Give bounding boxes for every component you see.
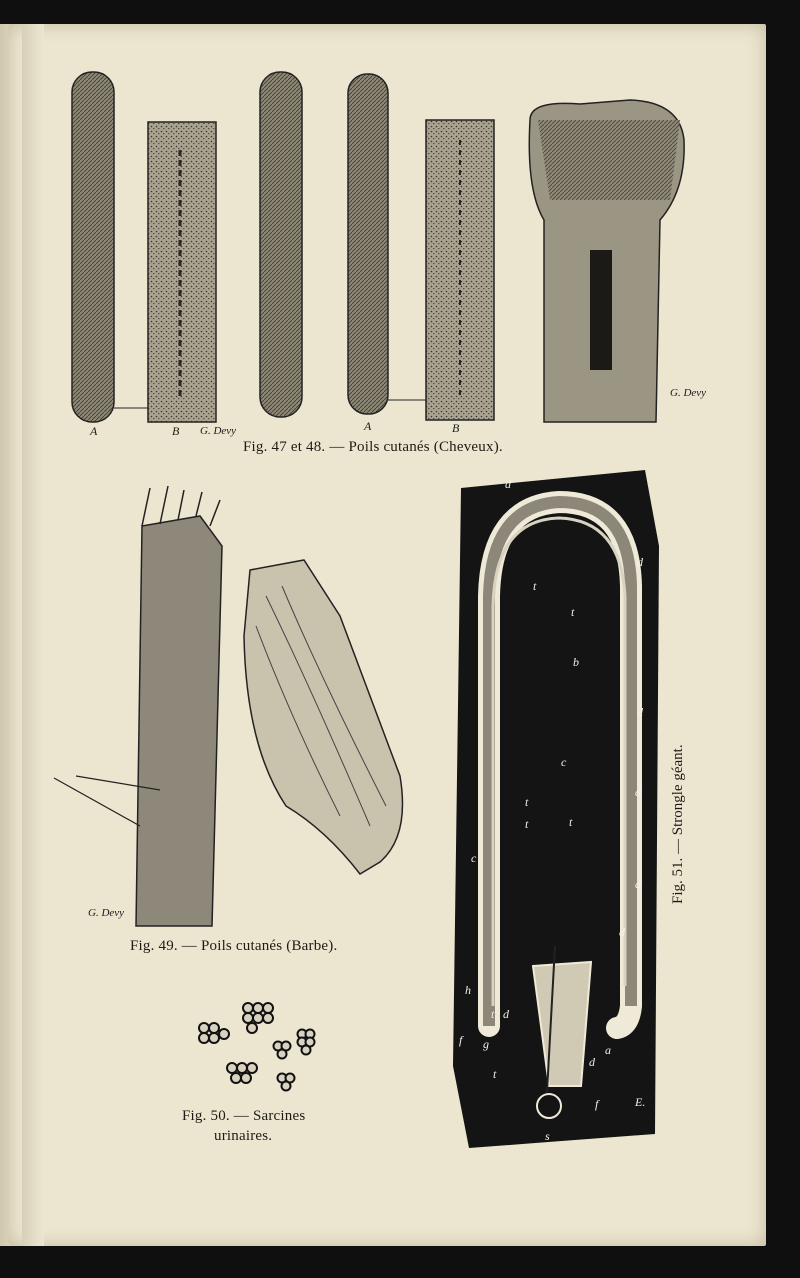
label-a1: A (90, 424, 98, 438)
fig51-letter: d (619, 925, 625, 939)
label-b2: B (452, 421, 460, 435)
fig51-letter: d (637, 555, 643, 569)
sarcina-cluster (199, 1023, 229, 1043)
fig51-letter: t (525, 817, 529, 831)
signature-fig48: G. Devy (670, 387, 707, 399)
fig51-letter: c (561, 755, 567, 769)
fig47-48-caption: Fig. 47 et 48. — Poils cutanés (Cheveux). (243, 439, 503, 455)
fig51-letter: t (533, 579, 537, 593)
sarcina-cluster (227, 1063, 257, 1083)
beard-hair-shaft (136, 486, 222, 926)
fig51-letter: d (503, 1007, 509, 1021)
sarcina-cluster (278, 1074, 295, 1091)
split-hair-end (244, 560, 403, 874)
signature-fig49: G. Devy (88, 907, 125, 919)
fig51-letter: b (573, 655, 579, 669)
label-a2: A (364, 419, 372, 433)
fig51-letter: d (589, 1055, 595, 1069)
fig47-48-illustration (60, 60, 707, 440)
fig50-caption-line2: urinaires. (214, 1128, 273, 1144)
signature-fig47: G. Devy (200, 425, 237, 437)
fig51-letter: t (525, 795, 529, 809)
sarcina-cluster (243, 1003, 273, 1033)
fig51-illustration (449, 466, 663, 1154)
fig51-letter: f (459, 1033, 463, 1047)
fig51-letter: a (605, 1043, 611, 1057)
fig51-letter: h (465, 983, 471, 997)
fig50-caption-line1: Fig. 50. — Sarcines (182, 1108, 306, 1124)
fig51-letter: E. (635, 1095, 646, 1109)
fig51-letter: t (491, 1007, 495, 1021)
book-gutter (22, 24, 44, 1246)
fig51-letter: d (505, 477, 511, 491)
hair-root-bulb (529, 100, 684, 422)
fig49-illustration (50, 486, 420, 936)
sarcina-cluster (298, 1030, 315, 1055)
fig50-illustration (190, 996, 330, 1096)
hair-shaft-a1 (72, 72, 114, 422)
fig51-letter: d (635, 877, 641, 891)
sarcina-cluster (274, 1042, 291, 1059)
fig51-caption: Fig. 51. — Strongle géant. (670, 744, 686, 904)
fig51-letter: t (571, 605, 575, 619)
fig51-letter: s (545, 1129, 550, 1143)
hair-shaft-b1 (148, 122, 216, 422)
fig51-letter: g (483, 1037, 489, 1051)
label-b1: B (172, 424, 180, 438)
fig51-letter: c (471, 851, 477, 865)
fig51-letter: d (637, 705, 643, 719)
fig51-letter: t (493, 1067, 497, 1081)
hair-shaft-a2 (348, 74, 388, 414)
fig49-caption: Fig. 49. — Poils cutanés (Barbe). (130, 938, 338, 954)
fig51-letter: d (635, 785, 641, 799)
fig51-letter: f (595, 1097, 599, 1111)
fig51-letter: t (569, 815, 573, 829)
hair-shaft-2 (260, 72, 302, 417)
